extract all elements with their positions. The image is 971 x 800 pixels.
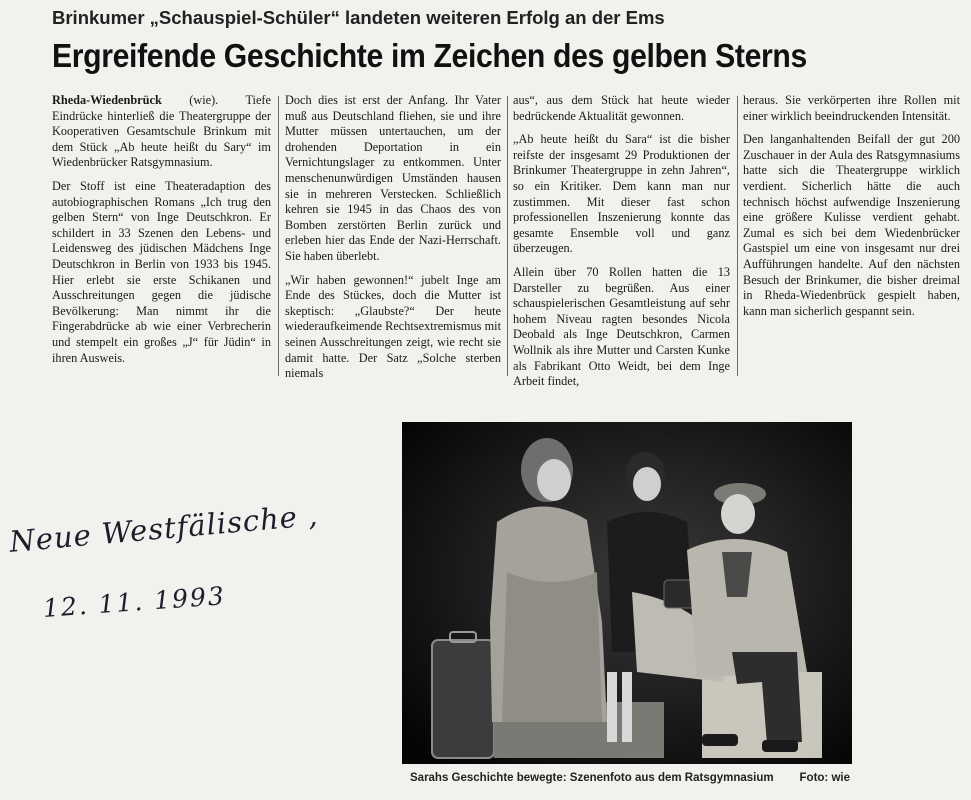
photo-caption xyxy=(410,772,860,784)
article-column-2 xyxy=(285,93,501,390)
handwritten-source: Neue Westfälische , xyxy=(8,498,320,559)
column-rule xyxy=(507,96,508,376)
article-headline: Ergreifende Geschichte im Zeichen des gelben Sterns xyxy=(52,37,807,74)
article-column-3 xyxy=(513,93,730,398)
article-paragraph: Der Stoff ist eine Theateradaption des autobiographischen Romans „Ich trug den gelben Stern“ von Inge Deutschkron. Er schildert in 33 Szenen den Lebens- und Leidensweg des jüdischen Mädchens Inge Deutschkron in Berlin von 1933 bis 1945. Hier erlebt sie erste Schikanen und Ausschreitungen gegen die jüdische Bevölkerung: Man nimmt ihr die Fingerabdrücke ab wie einer Verbrecherin und stempelt ein großes „J“ für Jüdin“ in ihren Ausweis. xyxy=(52,178,271,365)
article-column-1 xyxy=(52,93,271,374)
article-paragraph: aus“, aus dem Stück hat heute wieder bedrückende Aktualität gewonnen. xyxy=(513,93,730,123)
article-paragraph: „Ab heute heißt du Sara“ ist die bisher reifste der insgesamt 29 Produktionen der Brinkumer Theatergruppe in zehn Jahren“, so ein Kritiker. Dem kann man nur zustimmen. Mit dieser fast schon professionellen Inszenierung konnte das gesamte Ensemble voll und ganz überzeugen. xyxy=(513,132,730,256)
article-paragraph: Allein über 70 Rollen hatten die 13 Darsteller zu begrüßen. Aus einer schauspielerischen Gesamtleistung auf sehr hohem Niveau ragten besondes Nicola Deobald als Inge Deutschkron, Carmen Wollnik als ihre Mutter und Carsten Kunke als Fabrikant Otto Weidt, bei dem Inge Arbeit findet, xyxy=(513,264,730,389)
photo-credit: Foto: wie xyxy=(799,772,850,784)
article-column-4 xyxy=(743,93,960,327)
article-paragraph: heraus. Sie verkörperten ihre Rollen mit einer wirklich beeindruckenden Intensität. xyxy=(743,93,960,123)
paragraph-text: (wie). Tiefe Eindrücke hinterließ die Theatergruppe der Kooperativen Gesamtschule Brinkum mit dem Stück „Ab heute heißt du Sary“ im Wiedenbrücker Ratsgymnasium. xyxy=(52,93,271,170)
column-rule xyxy=(737,96,738,376)
article-paragraph xyxy=(52,93,271,171)
caption-text: Sarahs Geschichte bewegte: Szenenfoto aus dem Ratsgymnasium xyxy=(410,772,774,784)
handwritten-date: 12. 11. 1993 xyxy=(42,581,227,623)
article-paragraph: „Wir haben gewonnen!“ jubelt Inge am Ende des Stückes, doch die Mutter ist skeptisch: „Glaubste?“ Der heute wiederaufkeimende Rechtsextremismus mit seinen Ausschreitungen zeigt, wie recht sie damit hatte. Der Satz „Solche sterben niemals xyxy=(285,272,501,381)
dateline: Rheda-Wiedenbrück xyxy=(52,93,162,107)
column-rule xyxy=(278,96,279,376)
scene-photo xyxy=(402,422,852,764)
scene-photo-illustration xyxy=(402,422,852,764)
article-kicker: Brinkumer „Schauspiel-Schüler“ landeten weiteren Erfolg an der Ems xyxy=(52,7,665,28)
article-paragraph: Den langanhaltenden Beifall der gut 200 Zuschauer in der Aula des Ratsgymnasiums hatte sich die Theatergruppe wirklich verdient. Sicherlich hätte die auch technisch höchst aufwendige Inszenierung eine größere Kulisse verdient gehabt. Zumal es sich bei dem Wiedenbrücker Gastspiel um eine von insgesamt nur drei Aufführungen handelte. Auf den nächsten Besuch der Brinkumer, die bisher dreimal in Rheda-Wiedenbrück gespielt haben, kann man sicherlich gespannt sein. xyxy=(743,132,960,318)
article-paragraph: Doch dies ist erst der Anfang. Ihr Vater muß aus Deutschland fliehen, sie und ihre Mutter müssen untertauchen, um der drohenden Deportation in ein Vernichtungslager zu entkommen. Unter menschenunwürdigen Umständen hausen sie in mehreren Verstecken. Schließlich kehren sie 1945 in das Chaos des von Bomben zerstörten Berlin zurück und erleben hier das Ende der Nazi-Herrschaft. Sie haben überlebt. xyxy=(285,93,501,263)
